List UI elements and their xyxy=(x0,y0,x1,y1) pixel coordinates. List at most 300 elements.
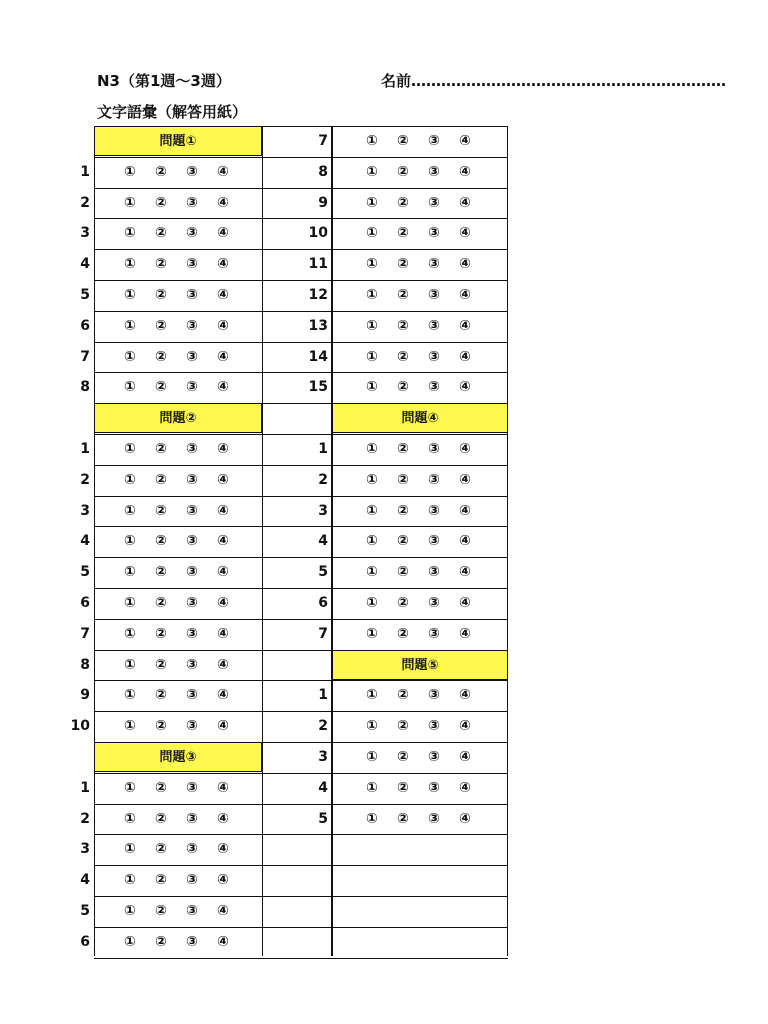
choice-3[interactable]: ③ xyxy=(186,718,198,734)
choice-3[interactable]: ③ xyxy=(186,934,198,950)
choice-3[interactable]: ③ xyxy=(186,225,198,241)
choice-3[interactable]: ③ xyxy=(186,472,198,488)
grid-row-line xyxy=(94,958,508,959)
q1-q8-options xyxy=(124,372,248,402)
q5-question-number: 2 xyxy=(318,718,328,734)
choice-4[interactable]: ④ xyxy=(459,626,471,642)
choice-2[interactable]: ② xyxy=(155,318,167,334)
choice-4[interactable]: ④ xyxy=(217,780,229,796)
choice-2[interactable]: ② xyxy=(155,811,167,827)
choice-2[interactable]: ② xyxy=(155,564,167,580)
choice-4[interactable]: ④ xyxy=(217,349,229,365)
q2-question-number: 5 xyxy=(80,564,90,580)
choice-4[interactable]: ④ xyxy=(217,256,229,272)
q3-question-number: 5 xyxy=(80,903,90,919)
choice-3[interactable]: ③ xyxy=(428,195,440,211)
choice-3[interactable]: ③ xyxy=(428,256,440,272)
choice-2[interactable]: ② xyxy=(155,934,167,950)
choice-2[interactable]: ② xyxy=(397,780,409,796)
choice-3[interactable]: ③ xyxy=(428,441,440,457)
choice-3[interactable]: ③ xyxy=(428,503,440,519)
choice-1[interactable]: ① xyxy=(124,903,136,919)
q2-question-number: 2 xyxy=(80,472,90,488)
choice-1[interactable]: ① xyxy=(124,687,136,703)
grid-right-border xyxy=(507,126,508,956)
grid-row-line xyxy=(94,834,508,835)
choice-4[interactable]: ④ xyxy=(459,503,471,519)
choice-2[interactable]: ② xyxy=(155,256,167,272)
q1-question-number: 7 xyxy=(318,133,328,149)
choice-3[interactable]: ③ xyxy=(186,164,198,180)
choice-1[interactable]: ① xyxy=(366,564,378,580)
grid-row-line xyxy=(94,496,508,497)
choice-2[interactable]: ② xyxy=(155,472,167,488)
choice-3[interactable]: ③ xyxy=(186,533,198,549)
choice-4[interactable]: ④ xyxy=(217,503,229,519)
choice-2[interactable]: ② xyxy=(397,133,409,149)
choice-2[interactable]: ② xyxy=(155,718,167,734)
choice-1[interactable]: ① xyxy=(366,626,378,642)
choice-2[interactable]: ② xyxy=(155,687,167,703)
q1-q7-options xyxy=(124,342,248,372)
choice-4[interactable]: ④ xyxy=(217,564,229,580)
choice-4[interactable]: ④ xyxy=(459,256,471,272)
choice-3[interactable]: ③ xyxy=(186,903,198,919)
choice-1[interactable]: ① xyxy=(366,533,378,549)
grid-row-line xyxy=(94,557,508,558)
grid-row-line xyxy=(94,218,508,219)
q4-q3-options xyxy=(366,496,490,526)
choice-3[interactable]: ③ xyxy=(428,133,440,149)
choice-3[interactable]: ③ xyxy=(186,811,198,827)
grid-row-line xyxy=(94,742,508,743)
choice-2[interactable]: ② xyxy=(155,503,167,519)
q1-question-number: 3 xyxy=(80,225,90,241)
grid-row-line xyxy=(94,249,508,250)
choice-1[interactable]: ① xyxy=(366,133,378,149)
q4-q2-options xyxy=(366,465,490,495)
choice-3[interactable]: ③ xyxy=(186,503,198,519)
choice-3[interactable]: ③ xyxy=(186,657,198,673)
choice-4[interactable]: ④ xyxy=(459,595,471,611)
choice-2[interactable]: ② xyxy=(155,595,167,611)
choice-2[interactable]: ② xyxy=(397,472,409,488)
grid-row-line xyxy=(94,280,508,281)
choice-3[interactable]: ③ xyxy=(428,595,440,611)
choice-4[interactable]: ④ xyxy=(459,287,471,303)
choice-3[interactable]: ③ xyxy=(428,225,440,241)
choice-1[interactable]: ① xyxy=(124,934,136,950)
choice-1[interactable]: ① xyxy=(366,225,378,241)
q1-question-number: 1 xyxy=(80,164,90,180)
choice-1[interactable]: ① xyxy=(124,225,136,241)
choice-3[interactable]: ③ xyxy=(428,379,440,395)
choice-2[interactable]: ② xyxy=(397,749,409,765)
q1-q6-options xyxy=(124,311,248,341)
choice-3[interactable]: ③ xyxy=(428,811,440,827)
choice-4[interactable]: ④ xyxy=(459,225,471,241)
q5-q3-options xyxy=(366,742,490,772)
grid-row-line xyxy=(94,619,508,620)
grid-row-line xyxy=(94,711,508,712)
choice-4[interactable]: ④ xyxy=(459,811,471,827)
choice-3[interactable]: ③ xyxy=(428,164,440,180)
choice-1[interactable]: ① xyxy=(366,379,378,395)
choice-4[interactable]: ④ xyxy=(217,687,229,703)
sheet-subtitle: 文字語彙（解答用紙） xyxy=(97,103,248,121)
choice-4[interactable]: ④ xyxy=(459,780,471,796)
choice-2[interactable]: ② xyxy=(155,225,167,241)
q2-question-number: 3 xyxy=(80,503,90,519)
grid-row-line xyxy=(94,465,508,466)
q4-question-number: 3 xyxy=(318,503,328,519)
choice-1[interactable]: ① xyxy=(124,626,136,642)
choice-4[interactable]: ④ xyxy=(459,379,471,395)
choice-1[interactable]: ① xyxy=(366,164,378,180)
choice-1[interactable]: ① xyxy=(124,503,136,519)
choice-3[interactable]: ③ xyxy=(186,626,198,642)
choice-1[interactable]: ① xyxy=(366,287,378,303)
q2-header: 問題② xyxy=(94,403,262,433)
choice-3[interactable]: ③ xyxy=(186,841,198,857)
choice-4[interactable]: ④ xyxy=(217,533,229,549)
choice-3[interactable]: ③ xyxy=(186,379,198,395)
choice-2[interactable]: ② xyxy=(397,564,409,580)
choice-2[interactable]: ② xyxy=(397,318,409,334)
q1-question-number: 10 xyxy=(308,225,328,241)
choice-2[interactable]: ② xyxy=(155,379,167,395)
q2-q2-options xyxy=(124,465,248,495)
choice-2[interactable]: ② xyxy=(155,903,167,919)
q4-q4-options xyxy=(366,526,490,556)
q1-question-number: 12 xyxy=(308,287,328,303)
q3-question-number: 4 xyxy=(80,872,90,888)
choice-3[interactable]: ③ xyxy=(428,472,440,488)
grid-row-line xyxy=(94,434,508,435)
q1-q10-options xyxy=(366,218,490,248)
choice-2[interactable]: ② xyxy=(397,379,409,395)
choice-4[interactable]: ④ xyxy=(217,472,229,488)
choice-4[interactable]: ④ xyxy=(217,657,229,673)
choice-2[interactable]: ② xyxy=(397,687,409,703)
choice-1[interactable]: ① xyxy=(124,657,136,673)
grid-row-line xyxy=(94,311,508,312)
choice-3[interactable]: ③ xyxy=(428,718,440,734)
q3-question-number: 3 xyxy=(80,841,90,857)
grid-row-line xyxy=(94,526,508,527)
choice-1[interactable]: ① xyxy=(366,256,378,272)
choice-1[interactable]: ① xyxy=(124,287,136,303)
choice-4[interactable]: ④ xyxy=(217,441,229,457)
choice-4[interactable]: ④ xyxy=(459,718,471,734)
choice-1[interactable]: ① xyxy=(124,441,136,457)
q2-question-number: 1 xyxy=(80,441,90,457)
choice-2[interactable]: ② xyxy=(155,287,167,303)
q5-question-number: 3 xyxy=(318,749,328,765)
choice-4[interactable]: ④ xyxy=(459,687,471,703)
q2-question-number: 4 xyxy=(80,533,90,549)
choice-3[interactable]: ③ xyxy=(186,441,198,457)
choice-4[interactable]: ④ xyxy=(217,811,229,827)
choice-2[interactable]: ② xyxy=(397,287,409,303)
q2-q6-options xyxy=(124,588,248,618)
choice-2[interactable]: ② xyxy=(397,811,409,827)
q4-q1-options xyxy=(366,434,490,464)
q4-question-number: 6 xyxy=(318,595,328,611)
choice-1[interactable]: ① xyxy=(124,472,136,488)
choice-2[interactable]: ② xyxy=(155,164,167,180)
q4-question-number: 7 xyxy=(318,626,328,642)
q1-question-number: 13 xyxy=(308,318,328,334)
choice-2[interactable]: ② xyxy=(155,841,167,857)
q2-question-number: 9 xyxy=(80,687,90,703)
choice-4[interactable]: ④ xyxy=(459,564,471,580)
choice-3[interactable]: ③ xyxy=(428,533,440,549)
q3-header: 問題③ xyxy=(94,742,262,772)
q1-q15-options xyxy=(366,372,490,402)
choice-1[interactable]: ① xyxy=(366,749,378,765)
q3-q3-options xyxy=(124,834,248,864)
choice-4[interactable]: ④ xyxy=(459,533,471,549)
choice-1[interactable]: ① xyxy=(366,718,378,734)
q4-q6-options xyxy=(366,588,490,618)
q1-q9-options xyxy=(366,188,490,218)
q3-q5-options xyxy=(124,896,248,926)
q5-question-number: 4 xyxy=(318,780,328,796)
q5-question-number: 5 xyxy=(318,811,328,827)
q4-header: 問題④ xyxy=(332,403,508,433)
choice-2[interactable]: ② xyxy=(397,256,409,272)
q1-question-number: 8 xyxy=(80,379,90,395)
q5-q5-options xyxy=(366,804,490,834)
choice-4[interactable]: ④ xyxy=(217,718,229,734)
grid-left-border xyxy=(94,126,95,956)
choice-4[interactable]: ④ xyxy=(459,164,471,180)
q1-q2-options xyxy=(124,188,248,218)
choice-3[interactable]: ③ xyxy=(186,780,198,796)
grid-row-line xyxy=(94,126,508,127)
q1-q1-options xyxy=(124,157,248,187)
choice-1[interactable]: ① xyxy=(124,379,136,395)
choice-1[interactable]: ① xyxy=(124,349,136,365)
choice-4[interactable]: ④ xyxy=(459,749,471,765)
choice-3[interactable]: ③ xyxy=(186,287,198,303)
grid-column-divider xyxy=(262,126,263,956)
q1-q13-options xyxy=(366,311,490,341)
choice-2[interactable]: ② xyxy=(397,225,409,241)
choice-1[interactable]: ① xyxy=(124,872,136,888)
choice-2[interactable]: ② xyxy=(155,872,167,888)
grid-row-line xyxy=(94,927,508,928)
choice-3[interactable]: ③ xyxy=(186,564,198,580)
q1-question-number: 4 xyxy=(80,256,90,272)
q2-q9-options xyxy=(124,680,248,710)
q1-question-number: 2 xyxy=(80,195,90,211)
q1-q14-options xyxy=(366,342,490,372)
choice-1[interactable]: ① xyxy=(366,349,378,365)
choice-2[interactable]: ② xyxy=(397,441,409,457)
choice-1[interactable]: ① xyxy=(366,195,378,211)
choice-2[interactable]: ② xyxy=(155,195,167,211)
q2-question-number: 10 xyxy=(70,718,90,734)
choice-4[interactable]: ④ xyxy=(217,318,229,334)
choice-2[interactable]: ② xyxy=(155,441,167,457)
choice-4[interactable]: ④ xyxy=(459,318,471,334)
q1-question-number: 7 xyxy=(80,349,90,365)
choice-1[interactable]: ① xyxy=(124,841,136,857)
q3-q2-options xyxy=(124,804,248,834)
choice-2[interactable]: ② xyxy=(155,657,167,673)
choice-4[interactable]: ④ xyxy=(459,472,471,488)
choice-4[interactable]: ④ xyxy=(217,841,229,857)
choice-1[interactable]: ① xyxy=(366,687,378,703)
q5-q1-options xyxy=(366,680,490,710)
q2-q10-options xyxy=(124,711,248,741)
q2-q4-options xyxy=(124,526,248,556)
choice-4[interactable]: ④ xyxy=(217,934,229,950)
choice-3[interactable]: ③ xyxy=(186,872,198,888)
choice-3[interactable]: ③ xyxy=(428,287,440,303)
choice-1[interactable]: ① xyxy=(124,195,136,211)
q2-q8-options xyxy=(124,650,248,680)
grid-row-line xyxy=(94,804,508,805)
q2-q7-options xyxy=(124,619,248,649)
q2-question-number: 7 xyxy=(80,626,90,642)
choice-4[interactable]: ④ xyxy=(459,195,471,211)
q1-question-number: 5 xyxy=(80,287,90,303)
grid-row-line xyxy=(94,588,508,589)
choice-1[interactable]: ① xyxy=(366,472,378,488)
q1-question-number: 11 xyxy=(308,256,328,272)
choice-1[interactable]: ① xyxy=(124,595,136,611)
q3-question-number: 1 xyxy=(80,780,90,796)
grid-row-line xyxy=(94,650,508,651)
choice-3[interactable]: ③ xyxy=(186,595,198,611)
choice-1[interactable]: ① xyxy=(124,811,136,827)
choice-4[interactable]: ④ xyxy=(459,349,471,365)
choice-1[interactable]: ① xyxy=(366,441,378,457)
choice-1[interactable]: ① xyxy=(124,780,136,796)
choice-2[interactable]: ② xyxy=(397,503,409,519)
choice-2[interactable]: ② xyxy=(397,533,409,549)
q1-question-number: 14 xyxy=(308,349,328,365)
q3-question-number: 2 xyxy=(80,811,90,827)
choice-1[interactable]: ① xyxy=(124,533,136,549)
choice-3[interactable]: ③ xyxy=(186,687,198,703)
q2-q5-options xyxy=(124,557,248,587)
choice-4[interactable]: ④ xyxy=(217,379,229,395)
q4-question-number: 2 xyxy=(318,472,328,488)
choice-1[interactable]: ① xyxy=(366,318,378,334)
choice-3[interactable]: ③ xyxy=(428,626,440,642)
choice-1[interactable]: ① xyxy=(124,164,136,180)
q4-q7-options xyxy=(366,619,490,649)
q1-question-number: 9 xyxy=(318,195,328,211)
choice-1[interactable]: ① xyxy=(124,318,136,334)
q2-question-number: 6 xyxy=(80,595,90,611)
choice-3[interactable]: ③ xyxy=(186,195,198,211)
choice-3[interactable]: ③ xyxy=(428,780,440,796)
choice-3[interactable]: ③ xyxy=(428,349,440,365)
choice-3[interactable]: ③ xyxy=(186,318,198,334)
q3-question-number: 6 xyxy=(80,934,90,950)
choice-4[interactable]: ④ xyxy=(217,225,229,241)
q5-header: 問題⑤ xyxy=(332,650,508,680)
choice-3[interactable]: ③ xyxy=(428,318,440,334)
choice-1[interactable]: ① xyxy=(366,811,378,827)
choice-1[interactable]: ① xyxy=(124,256,136,272)
grid-center-divider xyxy=(331,126,333,956)
q4-question-number: 1 xyxy=(318,441,328,457)
choice-2[interactable]: ② xyxy=(155,780,167,796)
q1-question-number: 8 xyxy=(318,164,328,180)
choice-4[interactable]: ④ xyxy=(459,441,471,457)
q5-q2-options xyxy=(366,711,490,741)
choice-2[interactable]: ② xyxy=(397,626,409,642)
grid-row-line xyxy=(94,680,508,681)
choice-3[interactable]: ③ xyxy=(186,349,198,365)
choice-3[interactable]: ③ xyxy=(428,564,440,580)
grid-row-line xyxy=(94,372,508,373)
choice-4[interactable]: ④ xyxy=(217,872,229,888)
choice-1[interactable]: ① xyxy=(366,780,378,796)
q1-header: 問題① xyxy=(94,126,262,156)
choice-2[interactable]: ② xyxy=(397,595,409,611)
choice-3[interactable]: ③ xyxy=(428,749,440,765)
q3-q4-options xyxy=(124,865,248,895)
choice-4[interactable]: ④ xyxy=(217,195,229,211)
grid-row-line xyxy=(94,865,508,866)
q1-q7-options xyxy=(366,126,490,156)
grid-row-line xyxy=(94,157,508,158)
choice-4[interactable]: ④ xyxy=(217,595,229,611)
q3-q1-options xyxy=(124,773,248,803)
choice-2[interactable]: ② xyxy=(397,195,409,211)
choice-2[interactable]: ② xyxy=(397,718,409,734)
q2-q3-options xyxy=(124,496,248,526)
choice-2[interactable]: ② xyxy=(397,349,409,365)
q4-question-number: 5 xyxy=(318,564,328,580)
choice-1[interactable]: ① xyxy=(366,503,378,519)
q4-q5-options xyxy=(366,557,490,587)
sheet-title: N3（第1週～3週） xyxy=(97,72,231,90)
q2-q1-options xyxy=(124,434,248,464)
choice-2[interactable]: ② xyxy=(155,626,167,642)
grid-row-line xyxy=(94,342,508,343)
choice-2[interactable]: ② xyxy=(155,533,167,549)
q1-q8-options xyxy=(366,157,490,187)
choice-1[interactable]: ① xyxy=(124,718,136,734)
choice-2[interactable]: ② xyxy=(155,349,167,365)
q2-question-number: 8 xyxy=(80,657,90,673)
choice-3[interactable]: ③ xyxy=(428,687,440,703)
grid-row-line xyxy=(94,188,508,189)
choice-4[interactable]: ④ xyxy=(217,903,229,919)
q5-question-number: 1 xyxy=(318,687,328,703)
choice-1[interactable]: ① xyxy=(366,595,378,611)
choice-2[interactable]: ② xyxy=(397,164,409,180)
name-field-label: 名前……………………………………………………… xyxy=(381,72,727,90)
choice-4[interactable]: ④ xyxy=(217,626,229,642)
choice-4[interactable]: ④ xyxy=(459,133,471,149)
grid-row-line xyxy=(94,896,508,897)
choice-4[interactable]: ④ xyxy=(217,287,229,303)
answer-sheet-grid xyxy=(70,126,508,956)
choice-1[interactable]: ① xyxy=(124,564,136,580)
choice-4[interactable]: ④ xyxy=(217,164,229,180)
q1-q12-options xyxy=(366,280,490,310)
choice-3[interactable]: ③ xyxy=(186,256,198,272)
